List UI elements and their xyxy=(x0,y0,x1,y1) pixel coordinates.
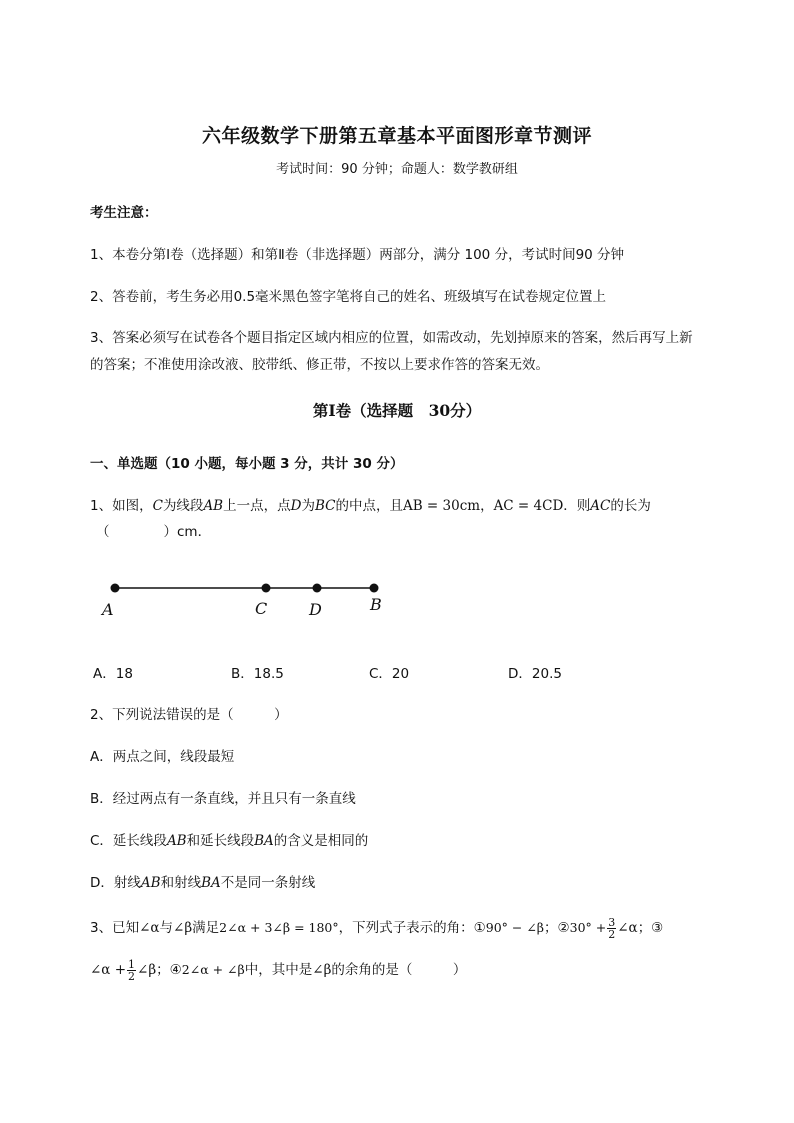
q2-option-b[interactable]: B．经过两点有一条直线，并且只有一条直线 xyxy=(90,791,356,807)
fraction-three-halves: $\frac{3}{2}$ xyxy=(608,915,616,941)
question-1-blank: （ ）cm． xyxy=(96,524,212,540)
label-d: D xyxy=(309,600,322,619)
point-b xyxy=(370,584,379,593)
fraction-one-half: $\frac{1}{2}$ xyxy=(128,957,136,983)
q1-option-b[interactable]: B．18.5 xyxy=(231,666,284,682)
page-subtitle: 考试时间：90 分钟；命题人：数学教研组 xyxy=(276,162,518,177)
notice-item-3-cont: 的答案；不准使用涂改液、胶带纸、修正带，不按以上要求作答的答案无效。 xyxy=(90,357,549,373)
section-title: 第Ⅰ卷（选择题 30分） xyxy=(312,401,482,420)
page-title: 六年级数学下册第五章基本平面图形章节测评 xyxy=(201,125,592,147)
q2-option-c[interactable]: C．延长线段AB和延长线段BA的含义是相同的 xyxy=(90,833,369,849)
question-3-stem-line1: 3、已知∠α与∠β满足2∠α + 3∠β = 180°，下列式子表示的角：①90° − ∠β；②30° + $\frac{3}{2}$ ∠α；③ xyxy=(90,915,664,941)
label-c: C xyxy=(255,599,268,618)
question-2-stem: 2、下列说法错误的是（ ） xyxy=(90,707,288,723)
question-1-stem: 1、如图，C为线段AB上一点，点D为BC的中点，且AB = 30cm，AC = 4CD．则AC的长为 xyxy=(90,498,651,514)
notice-item-1: 1、本卷分第Ⅰ卷（选择题）和第Ⅱ卷（非选择题）两部分，满分 100 分，考试时间90 分钟 xyxy=(90,247,625,263)
point-d xyxy=(313,584,322,593)
q1-option-d[interactable]: D．20.5 xyxy=(508,666,562,682)
part-heading: 一、单选题（10 小题，每小题 3 分，共计 30 分） xyxy=(90,456,404,472)
q1-option-c[interactable]: C．20 xyxy=(369,666,410,682)
notice-item-2: 2、答卷前，考生务必用0.5毫米黑色签字笔将自己的姓名、班级填写在试卷规定位置上 xyxy=(90,289,607,305)
q2-option-d[interactable]: D．射线AB和射线BA不是同一条射线 xyxy=(90,875,316,891)
q2-option-a[interactable]: A．两点之间，线段最短 xyxy=(90,749,235,765)
point-c xyxy=(262,584,271,593)
question-3-stem-line2: ∠α + $\frac{1}{2}$ ∠β；④2∠α + ∠β中，其中是∠β的余角的是（ ） xyxy=(90,957,467,983)
line-segment-figure xyxy=(96,574,396,626)
label-a: A xyxy=(102,600,114,619)
notice-item-3: 3、答案必须写在试卷各个题目指定区域内相应的位置，如需改动，先划掉原来的答案，然后再写上新 xyxy=(90,330,693,346)
label-b: B xyxy=(370,595,382,614)
point-a xyxy=(111,584,120,593)
notice-heading: 考生注意： xyxy=(90,205,158,221)
q1-option-a[interactable]: A．18 xyxy=(93,666,133,682)
